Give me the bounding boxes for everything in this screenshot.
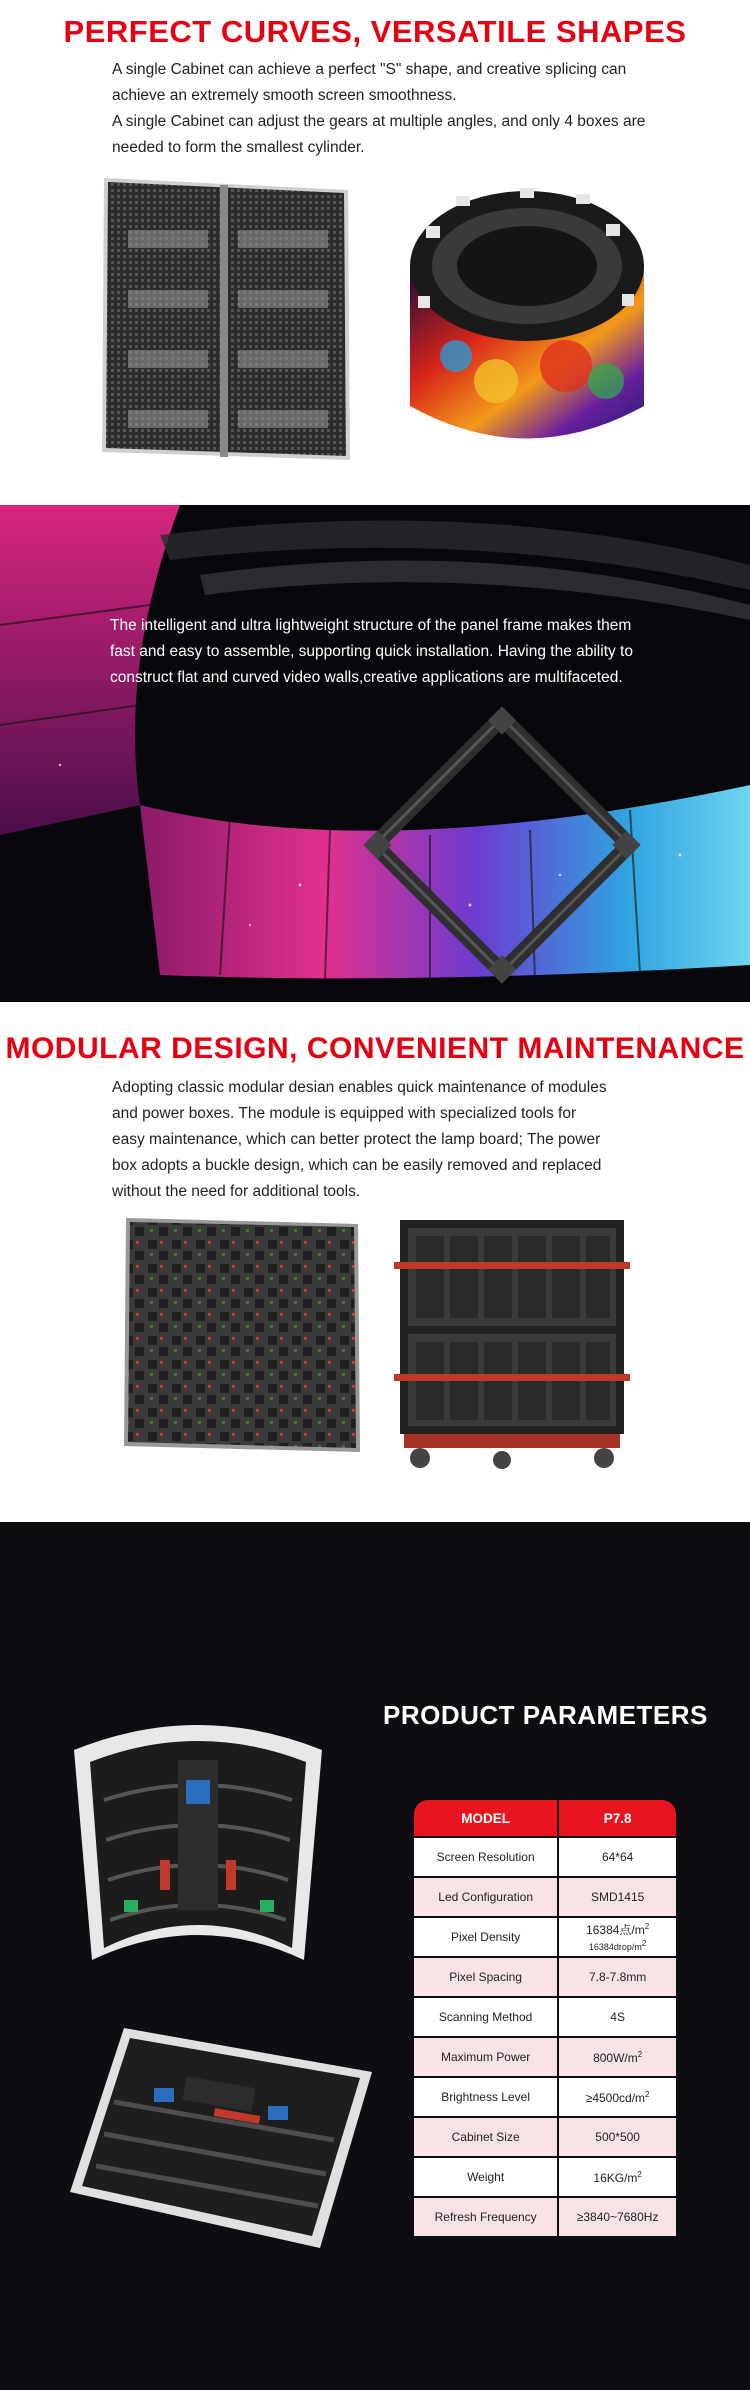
section-modular-design [0, 1002, 750, 1522]
model-header: MODEL [414, 1800, 557, 1836]
module-back-panel-image [122, 1214, 364, 1456]
param-value: 4S [559, 1998, 676, 2036]
param-value-secondary-wrap [563, 1938, 672, 1953]
param-label: Maximum Power [414, 2038, 557, 2076]
param-value-secondary: 16384drop/m [588, 1942, 642, 1952]
table-row [414, 2118, 676, 2156]
table-row [414, 1998, 676, 2036]
param-value-cell [559, 2038, 676, 2076]
param-value-sup: 2 [645, 2089, 650, 2099]
param-value: 800W/m [593, 2050, 638, 2065]
table-row [414, 2078, 676, 2116]
curved-cabinet-rear-image [64, 1710, 332, 1980]
table-row [414, 2158, 676, 2196]
table-header-row [414, 1800, 676, 1836]
param-label: Pixel Spacing [414, 1958, 557, 1996]
flat-cabinet-image [98, 170, 360, 466]
table-row [414, 1878, 676, 1916]
table-row [414, 2038, 676, 2076]
section-title-curves: PERFECT CURVES, VERSATILE SHAPES [63, 14, 687, 49]
table-row [414, 1918, 676, 1956]
table-row [414, 1838, 676, 1876]
param-value: 7.8-7.8mm [559, 1958, 676, 1996]
param-value-sup: 2 [637, 2049, 643, 2059]
param-label: Scanning Method [414, 1998, 557, 2036]
param-label: Brightness Level [414, 2078, 557, 2116]
product-parameters-title: PRODUCT PARAMETERS [383, 1700, 708, 1730]
model-value-header: P7.8 [559, 1800, 676, 1836]
table-row [414, 1958, 676, 1996]
section-title-modular: MODULAR DESIGN, CONVENIENT MAINTENANCE [5, 1032, 745, 1065]
power-box-cart-image [390, 1202, 634, 1474]
section-product-parameters [0, 1522, 750, 2390]
param-value: 16KG/m [593, 2170, 638, 2185]
param-value: SMD1415 [559, 1878, 676, 1916]
param-value-cell [559, 2078, 676, 2116]
flat-cabinet-rear-image [64, 2022, 376, 2250]
modular-paragraph: Adopting classic modular desian enables quick maintenance of modules and power boxes. The module is equipped with specialized tools for easy maintenance, which can better protect the lamp board; The power box adopts a buckle design, which can be easily removed and replaced without the need for additional tools. [112, 1079, 607, 1200]
param-value-cell [559, 1918, 676, 1956]
param-label: Cabinet Size [414, 2118, 557, 2156]
param-label: Refresh Frequency [414, 2198, 557, 2236]
section-perfect-curves [0, 0, 750, 505]
param-value: 500*500 [559, 2118, 676, 2156]
param-label: Pixel Density [414, 1918, 557, 1956]
param-value-secondary-sup: 2 [641, 1939, 647, 1948]
lightweight-structure-paragraph: The intelligent and ultra lightweight structure of the panel frame makes them fast and easy to assemble, supporting quick installation. Having the ability to construct flat and curved video walls,creative applications are multifaceted. [110, 617, 633, 686]
param-label: Screen Resolution [414, 1838, 557, 1876]
curved-video-wall-background [0, 505, 750, 1002]
param-value-sup: 2 [644, 1922, 650, 1931]
param-value: ≥3840~7680Hz [559, 2198, 676, 2236]
param-value-sup: 2 [637, 2169, 642, 2179]
cylinder-screen-image [396, 166, 658, 466]
param-value: ≥4500cd/m [585, 2090, 646, 2105]
param-value: 64*64 [559, 1838, 676, 1876]
curves-paragraph-1: A single Cabinet can achieve a perfect "S" shape, and creative splicing can achieve an extremely smooth screen smoothness. [112, 61, 627, 104]
param-label: Weight [414, 2158, 557, 2196]
parameters-table [412, 1798, 678, 2238]
table-row [414, 2198, 676, 2236]
param-label: Led Configuration [414, 1878, 557, 1916]
param-value: 16384点/m [586, 1923, 645, 1937]
section-lightweight-structure [0, 505, 750, 1002]
param-value-cell [559, 2158, 676, 2196]
curves-paragraph-2: A single Cabinet can adjust the gears at multiple angles, and only 4 boxes are needed to form the smallest cylinder. [112, 113, 646, 156]
